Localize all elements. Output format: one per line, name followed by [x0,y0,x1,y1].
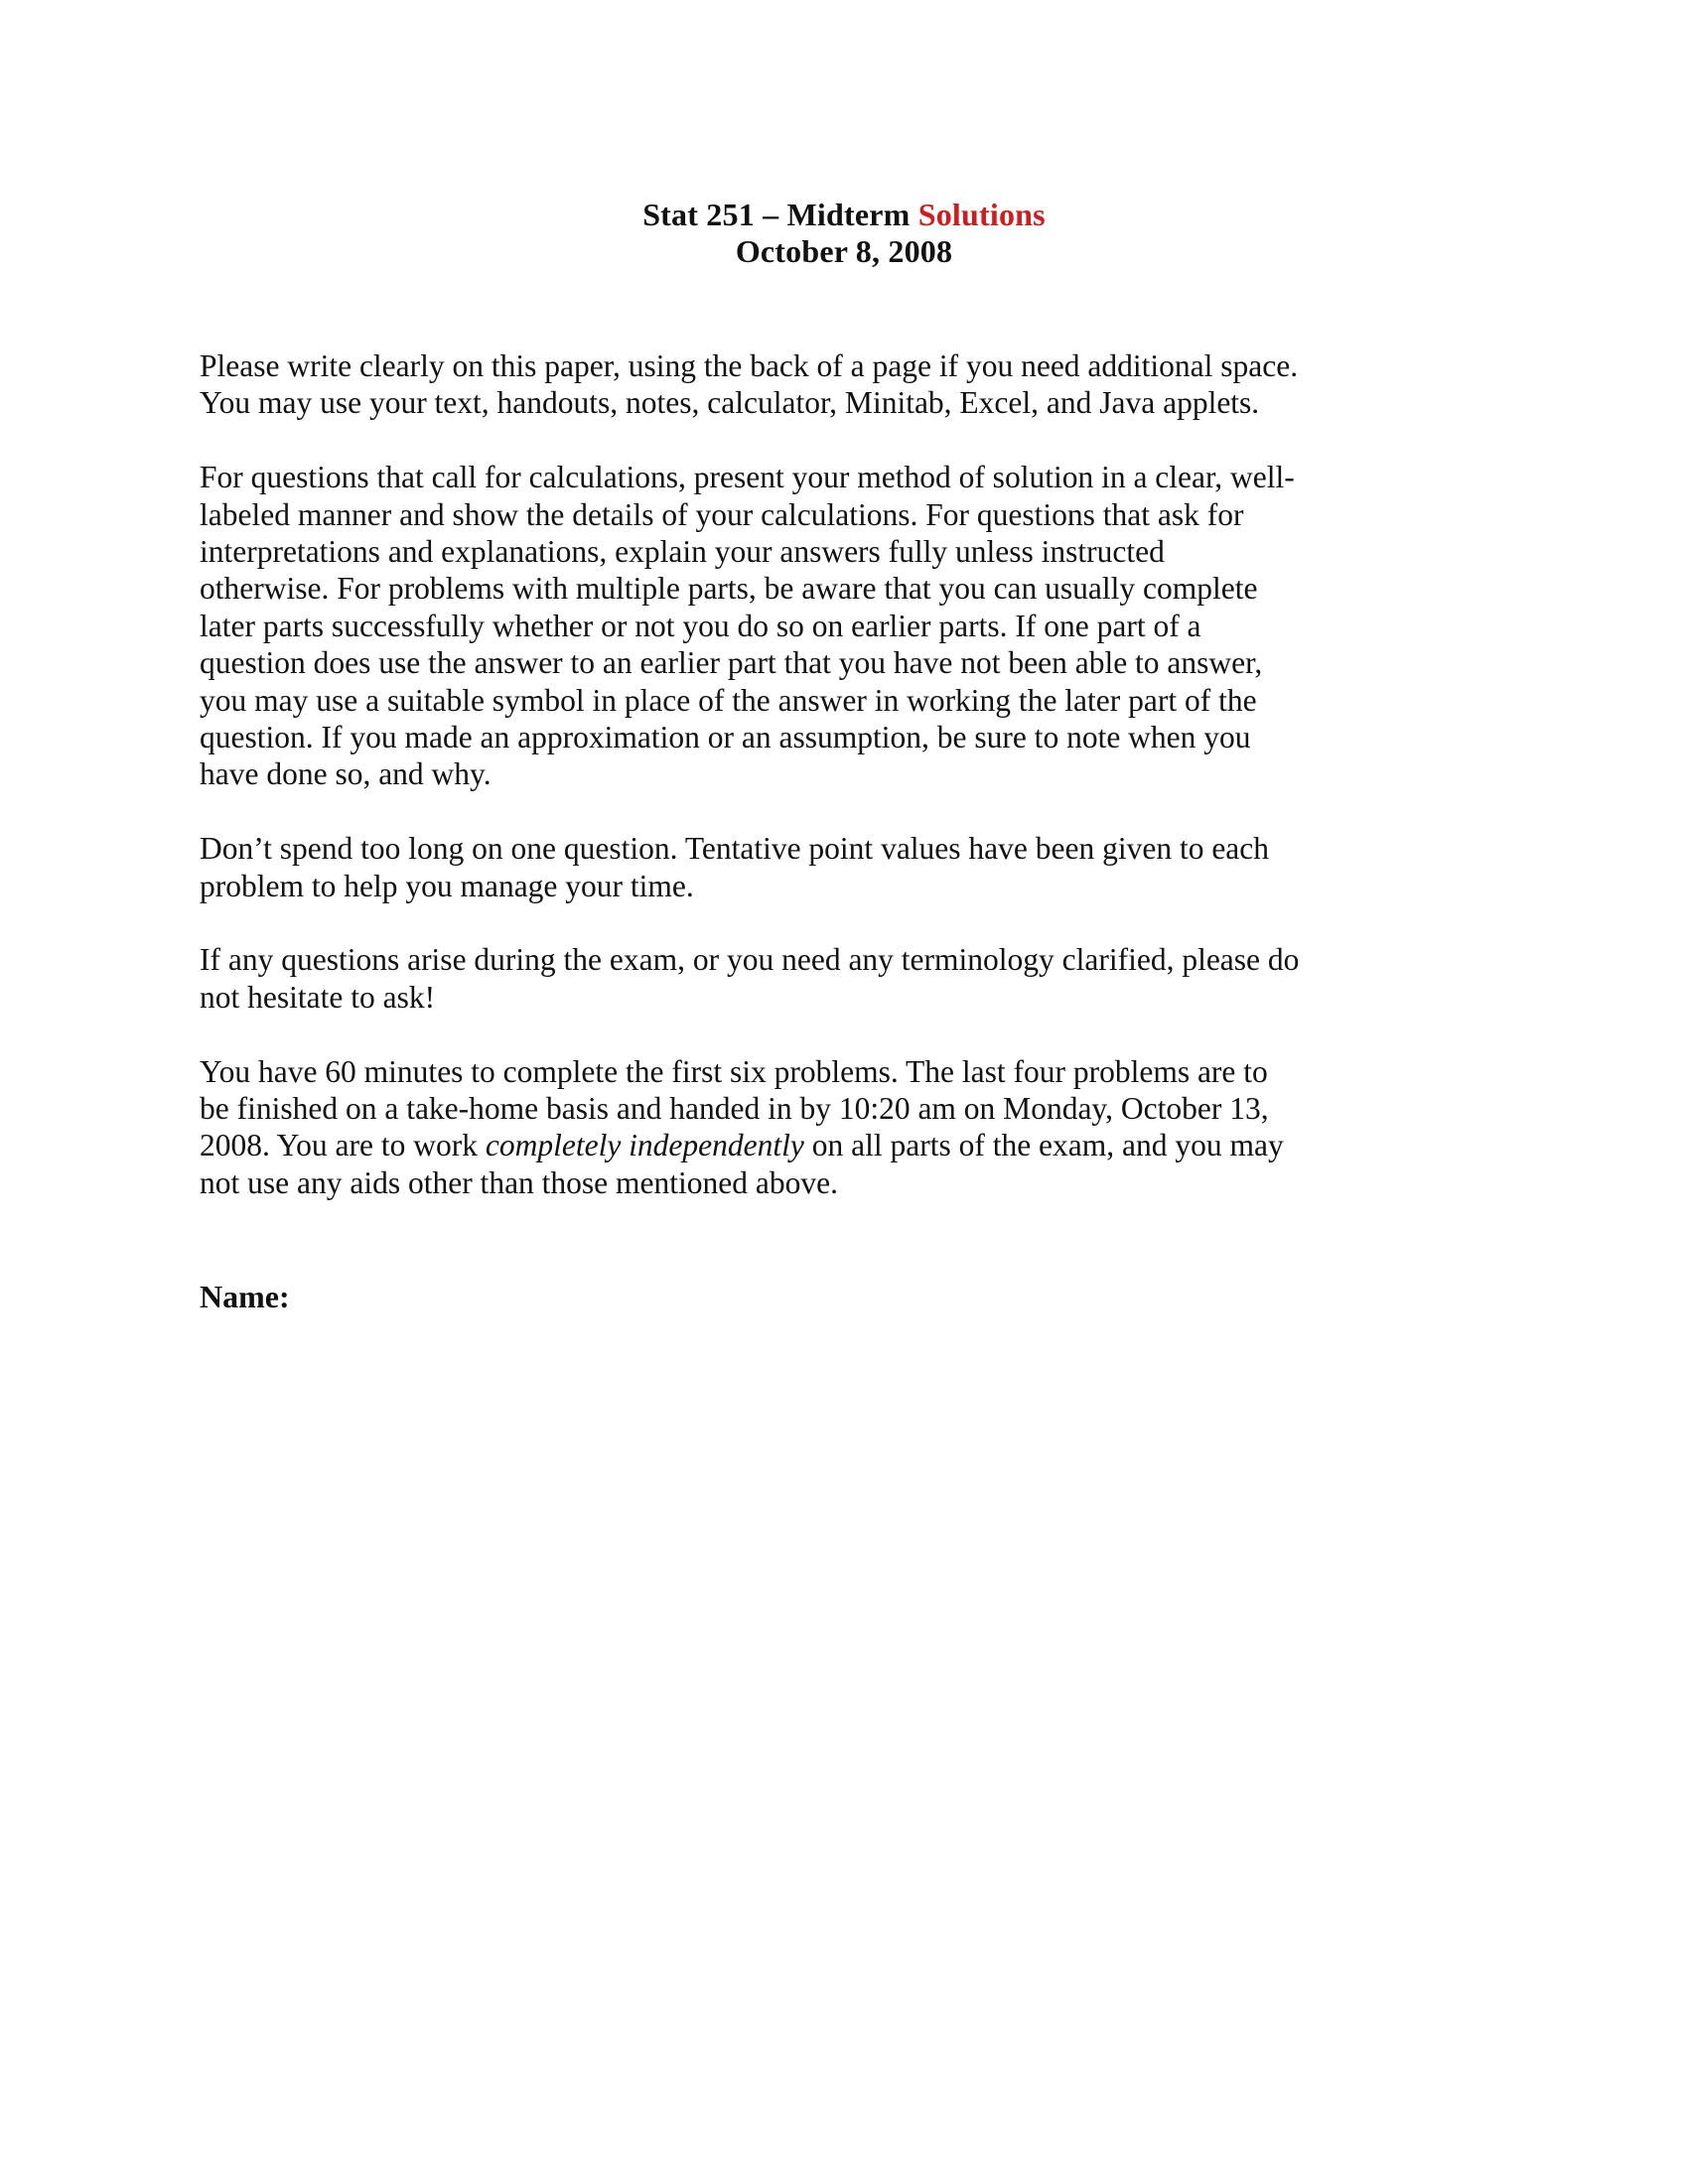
paragraph-materials [200,347,1490,422]
text-line: interpretations and explanations, explain your answers fully unless instructed [200,534,1165,570]
text-line: be finished on a take-home basis and handed in by 10:20 am on Monday, October 13, [200,1091,1269,1127]
text-segment: 2008. You are to work [200,1128,486,1163]
paragraph-time-limit [200,1053,1490,1202]
text-line: question. If you made an approximation or an assumption, be sure to note when you [200,720,1251,755]
instructions-body [200,347,1490,1239]
text-line: If any questions arise during the exam, or you need any terminology clarified, please do [200,942,1300,978]
text-line: otherwise. For problems with multiple parts, be aware that you can usually complete [200,571,1258,607]
text-line: Please write clearly on this paper, using the back of a page if you need additional space. [200,348,1299,383]
document-title [0,197,1688,270]
text-line: you may use a suitable symbol in place of the answer in working the later part of the [200,682,1257,718]
paragraph-calculations [200,459,1490,793]
paragraph-questions [200,941,1490,1016]
text-line: have done so, and why. [200,756,492,792]
text-line: not hesitate to ask! [200,979,436,1015]
text-line: For questions that call for calculations, present your method of solution in a clear, well- [200,460,1295,495]
text-line: later parts successfully whether or not you do so on earlier parts. If one part of a [200,608,1201,643]
title-prefix: Stat 251 – Midterm [642,197,918,232]
text-line: You have 60 minutes to complete the first six problems. The last four problems are to [200,1053,1268,1089]
title-date: October 8, 2008 [735,233,953,269]
text-line: problem to help you manage your time. [200,868,694,903]
text-line: question does use the answer to an earlier part that you have not been able to answer, [200,645,1263,681]
title-accent-solutions: Solutions [917,197,1046,232]
text-line: not use any aids other than those mentioned above. [200,1164,838,1200]
name-field-label: Name: [200,1279,290,1314]
title-line-course [0,197,1688,233]
text-line: labeled manner and show the details of your calculations. For questions that ask for [200,496,1244,532]
text-line: You may use your text, handouts, notes, calculator, Minitab, Excel, and Java applets. [200,385,1260,421]
text-line [200,1127,1490,1163]
paragraph-time-management [200,830,1490,904]
emphasis-independently: completely independently [485,1128,804,1163]
text-line: Don’t spend too long on one question. Tentative point values have been given to each [200,831,1270,867]
text-segment: on all parts of the exam, and you may [803,1128,1284,1163]
